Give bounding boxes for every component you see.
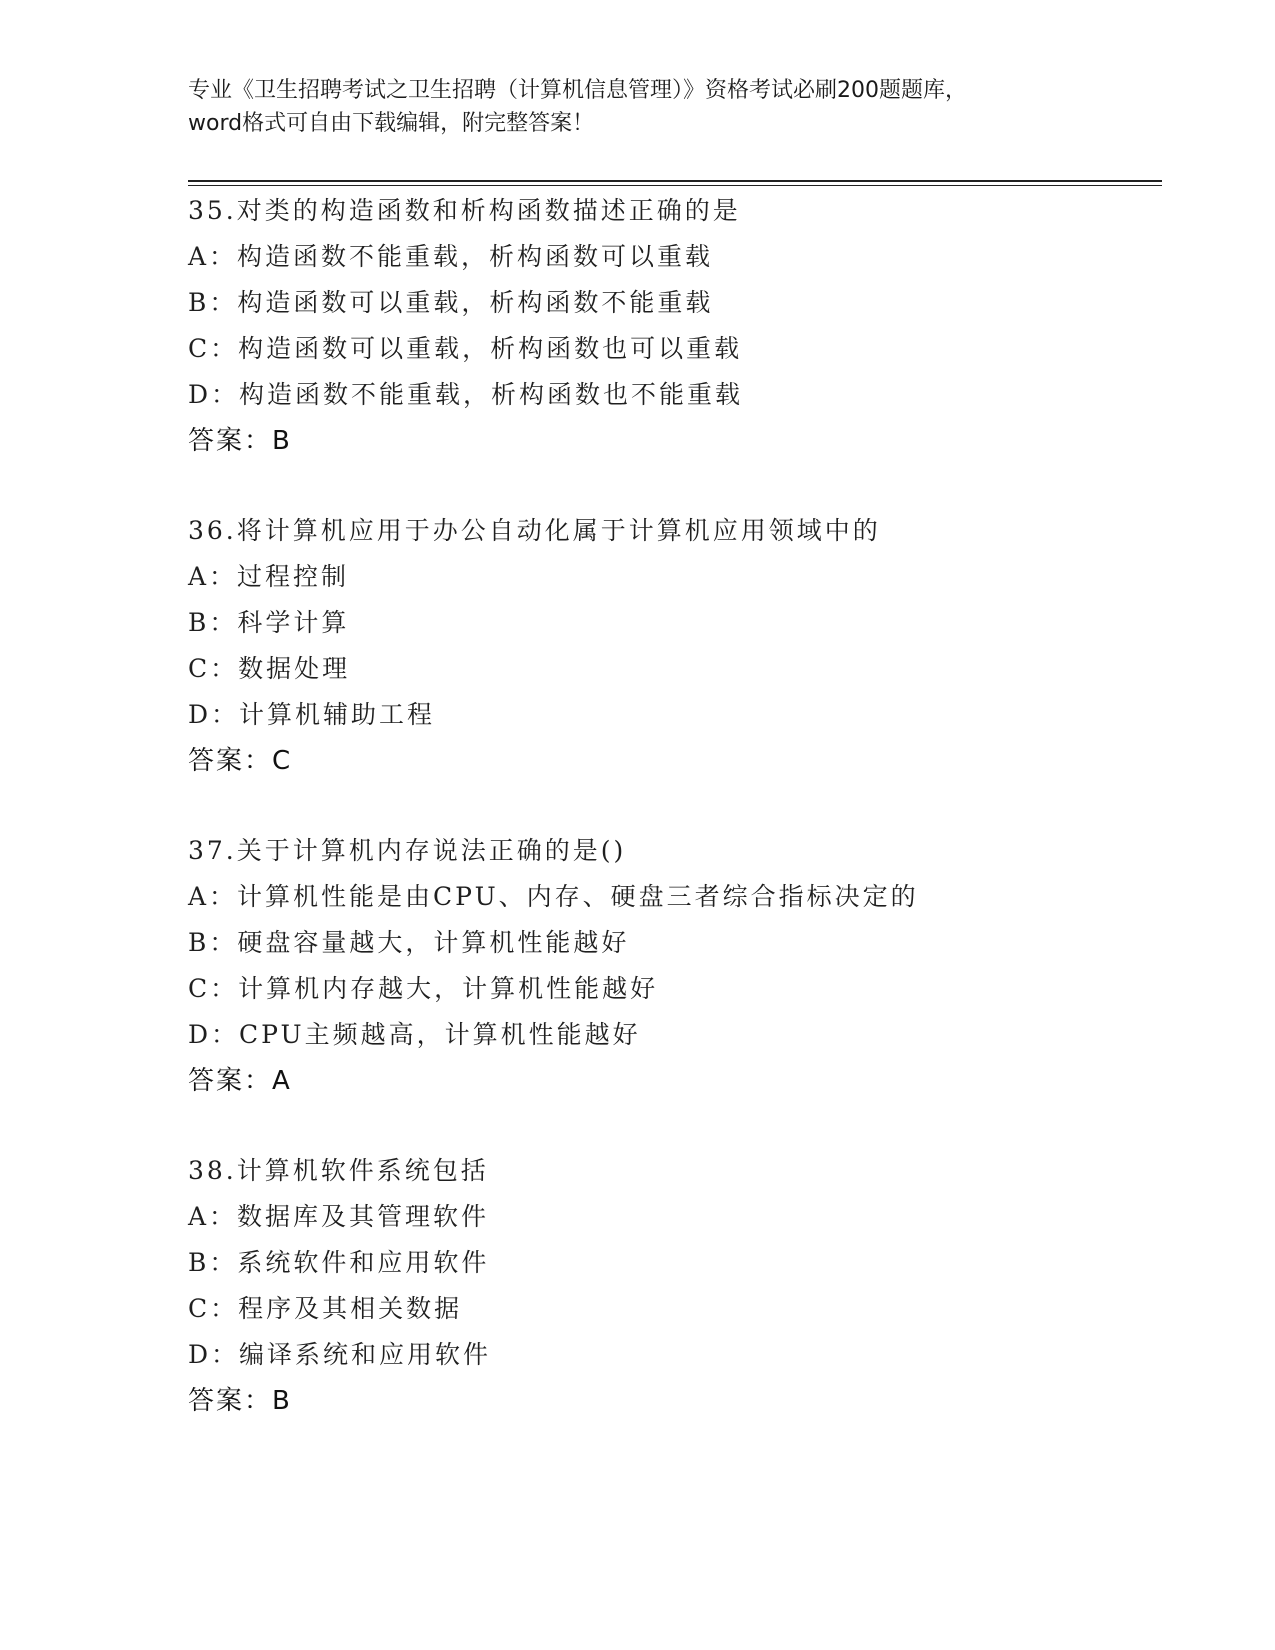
question-stem: 35.对类的构造函数和析构函数描述正确的是 bbox=[188, 196, 741, 225]
option-b: B：系统软件和应用软件 bbox=[188, 1248, 490, 1277]
option-c: C：数据处理 bbox=[188, 654, 351, 683]
option-a: A：过程控制 bbox=[188, 562, 350, 591]
question-stem: 36.将计算机应用于办公自动化属于计算机应用领域中的 bbox=[188, 516, 881, 545]
header-title-line-1: 专业《卫生招聘考试之卫生招聘（计算机信息管理）》资格考试必刷200题题库， bbox=[188, 78, 967, 103]
question-stem: 38.计算机软件系统包括 bbox=[188, 1156, 489, 1185]
option-d: D：编译系统和应用软件 bbox=[188, 1340, 492, 1369]
answer-label: 答案： bbox=[188, 1066, 273, 1096]
header-title-line-2: word格式可自由下载编辑，附完整答案！ bbox=[188, 111, 595, 136]
question-36 bbox=[188, 508, 1148, 784]
option-c: C：构造函数可以重载，析构函数也可以重载 bbox=[188, 334, 743, 363]
answer-value: B bbox=[272, 1386, 290, 1416]
option-b: B：硬盘容量越大，计算机性能越好 bbox=[188, 928, 630, 957]
question-35 bbox=[188, 188, 1148, 464]
header-divider-thick bbox=[188, 180, 1162, 182]
option-c: C：程序及其相关数据 bbox=[188, 1294, 463, 1323]
document-header bbox=[188, 74, 1088, 140]
answer-value: B bbox=[272, 426, 290, 456]
answer-label: 答案： bbox=[188, 426, 273, 456]
option-d: D：CPU主频越高，计算机性能越好 bbox=[188, 1020, 641, 1049]
question-stem: 37.关于计算机内存说法正确的是() bbox=[188, 836, 627, 865]
answer-line bbox=[188, 738, 1148, 784]
option-a: A：构造函数不能重载，析构函数可以重载 bbox=[188, 242, 714, 271]
option-b: B：构造函数可以重载，析构函数不能重载 bbox=[188, 288, 714, 317]
option-d: D：计算机辅助工程 bbox=[188, 700, 436, 729]
answer-line bbox=[188, 418, 1148, 464]
option-a: A：计算机性能是由CPU、内存、硬盘三者综合指标决定的 bbox=[188, 882, 919, 911]
question-38 bbox=[188, 1148, 1148, 1424]
option-a: A：数据库及其管理软件 bbox=[188, 1202, 490, 1231]
question-37 bbox=[188, 828, 1148, 1104]
answer-label: 答案： bbox=[188, 1386, 273, 1416]
answer-value: A bbox=[272, 1066, 290, 1096]
answer-label: 答案： bbox=[188, 746, 273, 776]
answer-value: C bbox=[272, 746, 291, 776]
answer-line bbox=[188, 1378, 1148, 1424]
option-b: B：科学计算 bbox=[188, 608, 350, 637]
header-divider-thin bbox=[188, 185, 1162, 186]
option-d: D：构造函数不能重载，析构函数也不能重载 bbox=[188, 380, 744, 409]
question-list bbox=[188, 188, 1148, 1468]
option-c: C：计算机内存越大，计算机性能越好 bbox=[188, 974, 659, 1003]
answer-line bbox=[188, 1058, 1148, 1104]
